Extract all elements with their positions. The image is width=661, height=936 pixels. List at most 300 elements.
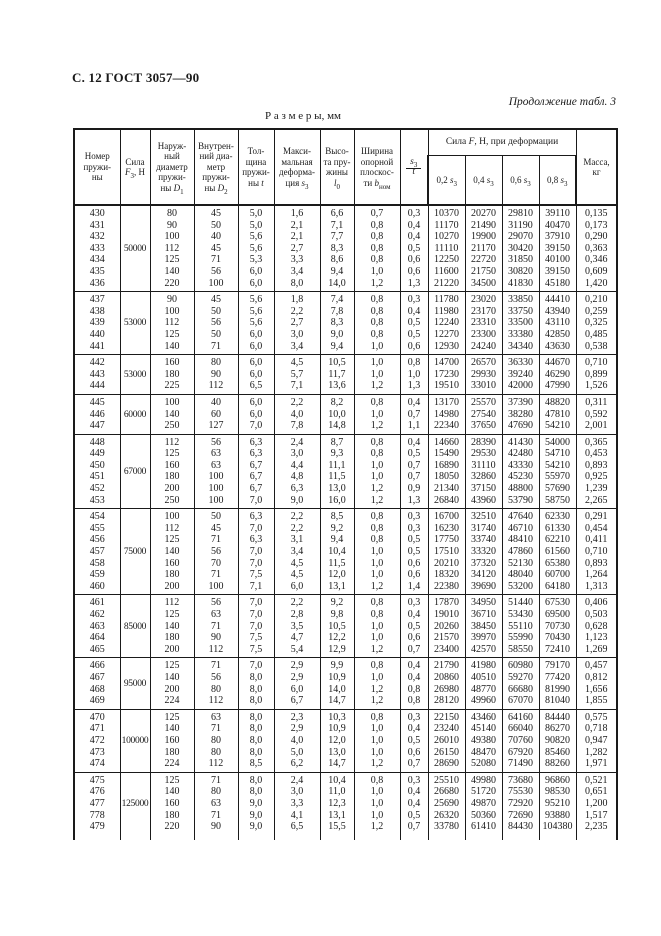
cell-f-06s3: 47640: [502, 509, 539, 523]
cell-d1: 140: [150, 672, 194, 684]
cell-f-06s3: 33750: [502, 306, 539, 318]
cell-l0: 11,1: [320, 460, 354, 472]
cell-s3: 3,1: [274, 534, 320, 546]
cell-s3-over-t: 0,3: [400, 205, 428, 220]
cell-s3: 2,7: [274, 243, 320, 255]
column-header-f-06s3: 0,6 $s_3$: [502, 155, 539, 205]
cell-s3-over-t: 1,3: [400, 495, 428, 509]
cell-f-06s3: 33380: [502, 329, 539, 341]
cell-f-06s3: 47690: [502, 420, 539, 434]
cell-s3-over-t: 0,4: [400, 798, 428, 810]
table-row: [74, 798, 617, 810]
cell-d1: 125: [150, 534, 194, 546]
cell-mass: 0,503: [576, 609, 617, 621]
cell-number: 473: [74, 747, 120, 759]
cell-f-08s3: 48820: [539, 394, 576, 408]
cell-b-nom: 0,8: [354, 658, 400, 672]
cell-b-nom: 1,0: [354, 558, 400, 570]
cell-f-06s3: 41830: [502, 278, 539, 292]
cell-f-04s3: 23300: [465, 329, 502, 341]
cell-f-04s3: 48770: [465, 684, 502, 696]
cell-d2: 80: [194, 355, 238, 369]
cell-f-06s3: 66680: [502, 684, 539, 696]
cell-s3-over-t: 0,5: [400, 448, 428, 460]
cell-b-nom: 1,0: [354, 369, 400, 381]
table-row: [74, 292, 617, 306]
cell-f-06s3: 72920: [502, 798, 539, 810]
cell-t: 5,6: [238, 243, 274, 255]
cell-s3-over-t: 0,7: [400, 460, 428, 472]
table-row: [74, 380, 617, 394]
cell-f-08s3: 98530: [539, 786, 576, 798]
cell-force: 95000: [120, 658, 150, 709]
cell-l0: 9,2: [320, 523, 354, 535]
cell-f-06s3: 30820: [502, 266, 539, 278]
cell-mass: 0,346: [576, 254, 617, 266]
cell-s3-over-t: 0,5: [400, 534, 428, 546]
cell-s3: 2,9: [274, 672, 320, 684]
cell-t: 6,0: [238, 341, 274, 355]
table-row: [74, 747, 617, 759]
cell-s3: 3,3: [274, 254, 320, 266]
cell-d1: 112: [150, 595, 194, 609]
cell-d2: 100: [194, 471, 238, 483]
cell-f-08s3: 79170: [539, 658, 576, 672]
cell-s3-over-t: 0,8: [400, 695, 428, 709]
cell-s3: 2,9: [274, 723, 320, 735]
table-row: [74, 448, 617, 460]
column-header-f-08s3: 0,8 $s_3$: [539, 155, 576, 205]
column-header-d2: Внутрен- ний диа- метр пружи- ны $D_2$: [194, 129, 238, 205]
cell-f-04s3: 34500: [465, 278, 502, 292]
cell-s3-over-t: 0,4: [400, 786, 428, 798]
cell-mass: 1,855: [576, 695, 617, 709]
cell-l0: 11,7: [320, 369, 354, 381]
table-row: [74, 205, 617, 220]
cell-l0: 8,2: [320, 394, 354, 408]
table-row: [74, 329, 617, 341]
cell-f-02s3: 18320: [428, 569, 465, 581]
cell-d2: 71: [194, 772, 238, 786]
table-row: [74, 278, 617, 292]
cell-b-nom: 1,2: [354, 684, 400, 696]
cell-d2: 71: [194, 723, 238, 735]
cell-s3-over-t: 0,3: [400, 772, 428, 786]
table-row: [74, 735, 617, 747]
table-row: [74, 658, 617, 672]
column-header-f-02s3: 0,2 $s_3$: [428, 155, 465, 205]
cell-f-02s3: 17750: [428, 534, 465, 546]
cell-s3: 2,2: [274, 306, 320, 318]
cell-s3-over-t: 0,4: [400, 658, 428, 672]
cell-f-02s3: 18050: [428, 471, 465, 483]
table-row: [74, 772, 617, 786]
cell-number: 444: [74, 380, 120, 394]
cell-t: 5,0: [238, 220, 274, 232]
cell-f-08s3: 61330: [539, 523, 576, 535]
cell-l0: 13,0: [320, 483, 354, 495]
cell-t: 8,0: [238, 747, 274, 759]
cell-mass: 0,893: [576, 558, 617, 570]
cell-mass: 0,718: [576, 723, 617, 735]
cell-s3: 3,3: [274, 798, 320, 810]
cell-f-04s3: 33740: [465, 534, 502, 546]
rule-stub-cell: [120, 835, 150, 840]
cell-t: 7,5: [238, 632, 274, 644]
cell-f-08s3: 58750: [539, 495, 576, 509]
cell-number: 430: [74, 205, 120, 220]
cell-f-08s3: 39150: [539, 266, 576, 278]
cell-f-08s3: 93880: [539, 810, 576, 822]
column-header-number: Номер пружи- ны: [74, 129, 120, 205]
table-row: [74, 695, 617, 709]
spring-group: [74, 355, 617, 395]
cell-f-02s3: 26320: [428, 810, 465, 822]
cell-s3: 6,5: [274, 821, 320, 835]
cell-b-nom: 0,8: [354, 609, 400, 621]
cell-number: 460: [74, 581, 120, 595]
table-row: [74, 306, 617, 318]
cell-l0: 10,4: [320, 546, 354, 558]
cell-t: 8,0: [238, 709, 274, 723]
cell-f-04s3: 28390: [465, 434, 502, 448]
cell-f-02s3: 16230: [428, 523, 465, 535]
cell-s3-over-t: 0,9: [400, 483, 428, 495]
cell-t: 5,0: [238, 205, 274, 220]
cell-d2: 71: [194, 534, 238, 546]
cell-s3-over-t: 0,6: [400, 254, 428, 266]
cell-number: 448: [74, 434, 120, 448]
cell-number: 462: [74, 609, 120, 621]
cell-number: 446: [74, 409, 120, 421]
table-row: [74, 810, 617, 822]
spring-group: [74, 772, 617, 834]
cell-d1: 80: [150, 205, 194, 220]
cell-b-nom: 1,0: [354, 355, 400, 369]
cell-s3: 2,4: [274, 434, 320, 448]
cell-t: 7,5: [238, 644, 274, 658]
cell-mass: 1,239: [576, 483, 617, 495]
cell-number: 438: [74, 306, 120, 318]
cell-f-08s3: 42850: [539, 329, 576, 341]
cell-d1: 224: [150, 695, 194, 709]
cell-t: 5,6: [238, 292, 274, 306]
cell-d2: 71: [194, 341, 238, 355]
rule-stub-cell: [502, 835, 539, 840]
cell-f-04s3: 33010: [465, 380, 502, 394]
cell-b-nom: 1,2: [354, 581, 400, 595]
cell-f-08s3: 64180: [539, 581, 576, 595]
cell-d1: 200: [150, 644, 194, 658]
cell-b-nom: 1,0: [354, 546, 400, 558]
cell-force: 75000: [120, 509, 150, 595]
cell-mass: 0,454: [576, 523, 617, 535]
cell-d2: 80: [194, 747, 238, 759]
cell-f-04s3: 43460: [465, 709, 502, 723]
table-row: [74, 534, 617, 546]
cell-b-nom: 0,8: [354, 254, 400, 266]
cell-f-04s3: 25570: [465, 394, 502, 408]
cell-f-02s3: 21220: [428, 278, 465, 292]
cell-t: 7,0: [238, 658, 274, 672]
cell-number: 468: [74, 684, 120, 696]
cell-d1: 225: [150, 380, 194, 394]
cell-mass: 0,710: [576, 546, 617, 558]
cell-b-nom: 0,8: [354, 595, 400, 609]
cell-t: 6,0: [238, 355, 274, 369]
cell-number: 464: [74, 632, 120, 644]
cell-f-02s3: 26150: [428, 747, 465, 759]
cell-mass: 0,290: [576, 231, 617, 243]
cell-t: 8,0: [238, 695, 274, 709]
cell-f-08s3: 37910: [539, 231, 576, 243]
cell-t: 9,0: [238, 798, 274, 810]
cell-b-nom: 1,2: [354, 380, 400, 394]
cell-s3-over-t: 0,7: [400, 471, 428, 483]
cell-t: 6,0: [238, 266, 274, 278]
cell-mass: 0,812: [576, 672, 617, 684]
cell-number: 441: [74, 341, 120, 355]
cell-d1: 250: [150, 495, 194, 509]
cell-f-08s3: 54710: [539, 448, 576, 460]
cell-f-02s3: 23240: [428, 723, 465, 735]
cell-s3: 5,0: [274, 747, 320, 759]
cell-f-08s3: 60700: [539, 569, 576, 581]
table-header: [74, 129, 617, 205]
cell-l0: 7,4: [320, 292, 354, 306]
cell-s3: 6,3: [274, 483, 320, 495]
column-header-s3-over-t: [400, 129, 428, 205]
cell-b-nom: 1,0: [354, 341, 400, 355]
cell-b-nom: 0,8: [354, 448, 400, 460]
cell-s3: 7,8: [274, 420, 320, 434]
cell-l0: 10,5: [320, 621, 354, 633]
cell-d1: 100: [150, 306, 194, 318]
cell-s3: 9,0: [274, 495, 320, 509]
cell-d2: 80: [194, 684, 238, 696]
cell-t: 8,5: [238, 758, 274, 772]
cell-f-08s3: 67530: [539, 595, 576, 609]
cell-f-04s3: 49980: [465, 772, 502, 786]
cell-f-04s3: 29930: [465, 369, 502, 381]
spring-group: [74, 658, 617, 709]
cell-t: 7,0: [238, 420, 274, 434]
cell-t: 7,0: [238, 595, 274, 609]
cell-f-04s3: 51720: [465, 786, 502, 798]
cell-d1: 125: [150, 772, 194, 786]
cell-f-08s3: 57690: [539, 483, 576, 495]
cell-l0: 9,4: [320, 534, 354, 546]
cell-f-06s3: 48800: [502, 483, 539, 495]
cell-d1: 140: [150, 723, 194, 735]
cell-s3-over-t: 0,8: [400, 355, 428, 369]
cell-mass: 1,313: [576, 581, 617, 595]
cell-f-06s3: 37390: [502, 394, 539, 408]
cell-number: 470: [74, 709, 120, 723]
cell-t: 9,0: [238, 821, 274, 835]
cell-f-02s3: 33780: [428, 821, 465, 835]
cell-b-nom: 1,0: [354, 632, 400, 644]
table-row: [74, 420, 617, 434]
table-row: [74, 434, 617, 448]
cell-mass: 0,521: [576, 772, 617, 786]
cell-s3: 4,5: [274, 558, 320, 570]
cell-s3-over-t: 0,3: [400, 709, 428, 723]
cell-l0: 9,9: [320, 658, 354, 672]
cell-mass: 1,420: [576, 278, 617, 292]
cell-f-08s3: 70430: [539, 632, 576, 644]
table-row: [74, 546, 617, 558]
cell-d2: 40: [194, 394, 238, 408]
cell-s3-over-t: 0,4: [400, 723, 428, 735]
cell-l0: 11,5: [320, 471, 354, 483]
cell-t: 8,0: [238, 772, 274, 786]
cell-b-nom: 0,7: [354, 205, 400, 220]
column-header-mass: Масса, кг: [576, 129, 617, 205]
cell-b-nom: 0,8: [354, 317, 400, 329]
cell-number: 449: [74, 448, 120, 460]
cell-number: 459: [74, 569, 120, 581]
cell-d1: 90: [150, 220, 194, 232]
cell-b-nom: 0,8: [354, 231, 400, 243]
cell-s3: 2,4: [274, 772, 320, 786]
cell-s3: 6,0: [274, 581, 320, 595]
cell-f-06s3: 31190: [502, 220, 539, 232]
cell-s3: 3,4: [274, 546, 320, 558]
cell-d2: 50: [194, 509, 238, 523]
cell-l0: 13,0: [320, 747, 354, 759]
cell-l0: 16,0: [320, 495, 354, 509]
table-row: [74, 821, 617, 835]
cell-s3: 2,2: [274, 394, 320, 408]
cell-force: 85000: [120, 595, 150, 658]
cell-f-08s3: 72410: [539, 644, 576, 658]
cell-d1: 140: [150, 786, 194, 798]
cell-b-nom: 0,8: [354, 306, 400, 318]
cell-d1: 112: [150, 434, 194, 448]
cell-t: 9,0: [238, 810, 274, 822]
units-title: Р а з м е р ы, мм: [264, 110, 341, 122]
cell-f-08s3: 54210: [539, 460, 576, 472]
cell-mass: 0,363: [576, 243, 617, 255]
cell-mass: 0,485: [576, 329, 617, 341]
cell-d2: 50: [194, 306, 238, 318]
cell-b-nom: 1,0: [354, 409, 400, 421]
cell-f-02s3: 17230: [428, 369, 465, 381]
cell-f-08s3: 44410: [539, 292, 576, 306]
cell-f-08s3: 40100: [539, 254, 576, 266]
cell-d2: 50: [194, 329, 238, 341]
cell-f-02s3: 15490: [428, 448, 465, 460]
cell-mass: 1,656: [576, 684, 617, 696]
rule-stub-cell: [539, 835, 576, 840]
cell-l0: 10,5: [320, 355, 354, 369]
table-row: [74, 569, 617, 581]
cell-l0: 11,0: [320, 786, 354, 798]
cell-f-04s3: 20270: [465, 205, 502, 220]
cell-s3-over-t: 0,5: [400, 329, 428, 341]
cell-b-nom: 1,0: [354, 810, 400, 822]
cell-d1: 125: [150, 658, 194, 672]
cell-d2: 45: [194, 523, 238, 535]
cell-l0: 14,0: [320, 684, 354, 696]
cell-s3: 4,5: [274, 355, 320, 369]
cell-d1: 125: [150, 254, 194, 266]
rule-stub-cell: [400, 835, 428, 840]
cell-d2: 45: [194, 205, 238, 220]
cell-l0: 8,7: [320, 434, 354, 448]
cell-f-04s3: 41980: [465, 658, 502, 672]
cell-l0: 8,3: [320, 243, 354, 255]
cell-f-04s3: 49380: [465, 735, 502, 747]
cell-mass: 1,971: [576, 758, 617, 772]
cell-f-02s3: 22380: [428, 581, 465, 595]
cell-l0: 9,4: [320, 266, 354, 278]
cell-mass: 0,173: [576, 220, 617, 232]
spring-group: [74, 595, 617, 658]
cell-f-02s3: 12250: [428, 254, 465, 266]
cell-l0: 14,7: [320, 695, 354, 709]
cell-mass: 0,457: [576, 658, 617, 672]
cell-f-02s3: 14980: [428, 409, 465, 421]
cell-l0: 12,9: [320, 644, 354, 658]
cell-f-04s3: 40510: [465, 672, 502, 684]
cell-f-06s3: 60980: [502, 658, 539, 672]
cell-t: 7,0: [238, 609, 274, 621]
cell-mass: 1,269: [576, 644, 617, 658]
cell-f-08s3: 62210: [539, 534, 576, 546]
cell-f-04s3: 21490: [465, 220, 502, 232]
cell-s3: 4,7: [274, 632, 320, 644]
cell-f-02s3: 11600: [428, 266, 465, 278]
cell-s3-over-t: 0,4: [400, 231, 428, 243]
cell-d1: 125: [150, 709, 194, 723]
cell-l0: 11,5: [320, 558, 354, 570]
cell-t: 7,0: [238, 495, 274, 509]
cell-s3-over-t: 0,6: [400, 558, 428, 570]
cell-l0: 9,4: [320, 341, 354, 355]
cell-l0: 10,9: [320, 672, 354, 684]
cell-d2: 56: [194, 434, 238, 448]
cell-f-04s3: 23310: [465, 317, 502, 329]
cell-f-08s3: 54210: [539, 420, 576, 434]
table-row: [74, 460, 617, 472]
cell-f-04s3: 23020: [465, 292, 502, 306]
cell-t: 6,3: [238, 448, 274, 460]
cell-force: 53000: [120, 355, 150, 395]
cell-f-02s3: 22150: [428, 709, 465, 723]
cell-force: 67000: [120, 434, 150, 509]
table-row: [74, 471, 617, 483]
cell-f-04s3: 34120: [465, 569, 502, 581]
cell-t: 6,7: [238, 483, 274, 495]
cell-d1: 100: [150, 509, 194, 523]
cell-f-08s3: 45180: [539, 278, 576, 292]
cell-t: 8,0: [238, 672, 274, 684]
cell-f-02s3: 20210: [428, 558, 465, 570]
cell-f-02s3: 10370: [428, 205, 465, 220]
cell-d2: 90: [194, 369, 238, 381]
cell-f-04s3: 19900: [465, 231, 502, 243]
cell-f-06s3: 59270: [502, 672, 539, 684]
cell-t: 5,6: [238, 306, 274, 318]
cell-b-nom: 0,8: [354, 394, 400, 408]
table-row: [74, 369, 617, 381]
cell-f-02s3: 16890: [428, 460, 465, 472]
cell-s3-over-t: 0,6: [400, 747, 428, 759]
cell-s3: 2,3: [274, 709, 320, 723]
cell-d2: 56: [194, 317, 238, 329]
